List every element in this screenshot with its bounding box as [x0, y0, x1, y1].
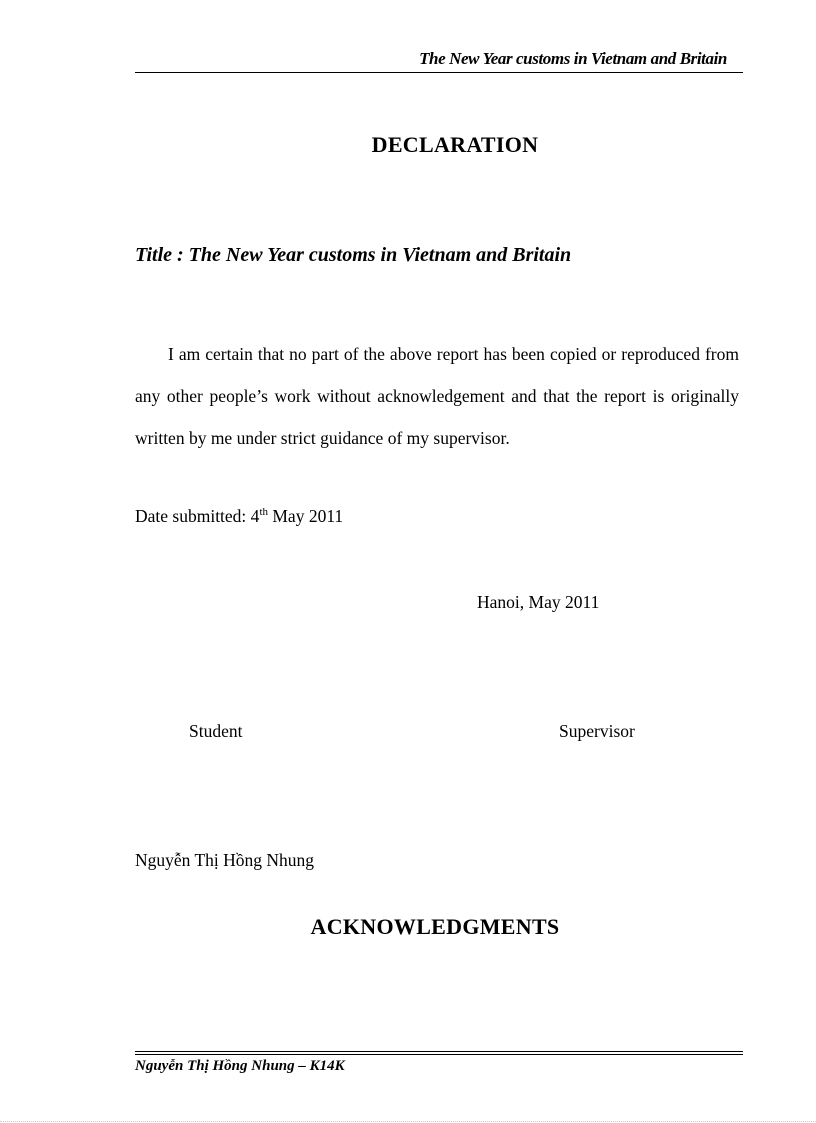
date-submitted [135, 506, 343, 527]
declaration-statement: I am certain that no part of the above report has been copied or reproduced from any other people’s work without acknowledgement and that the report is originally written by me under strict guidance of my supervisor. [135, 344, 739, 448]
declaration-heading: DECLARATION [371, 132, 539, 157]
running-header [135, 48, 743, 73]
date-ordinal: th [259, 506, 268, 518]
acknowledgments-heading: ACKNOWLEDGMENTS [310, 914, 560, 939]
footer-divider [135, 1051, 743, 1055]
student-signature-label: Student [189, 721, 243, 741]
date-submitted-suffix: May 2011 [268, 506, 344, 526]
student-name: Nguyễn Thị Hồng Nhung [135, 850, 315, 870]
page-edge-divider [0, 1121, 816, 1122]
date-submitted-prefix: Date submitted: 4 [135, 506, 260, 526]
supervisor-signature-label: Supervisor [559, 721, 635, 741]
footer-author-line: Nguyễn Thị Hồng Nhung – K14K [135, 1058, 345, 1074]
running-header-title: The New Year customs in Vietnam and Britain [419, 49, 727, 68]
report-title: Title : The New Year customs in Vietnam and Britain [135, 244, 572, 266]
place-and-date: Hanoi, May 2011 [477, 592, 600, 612]
